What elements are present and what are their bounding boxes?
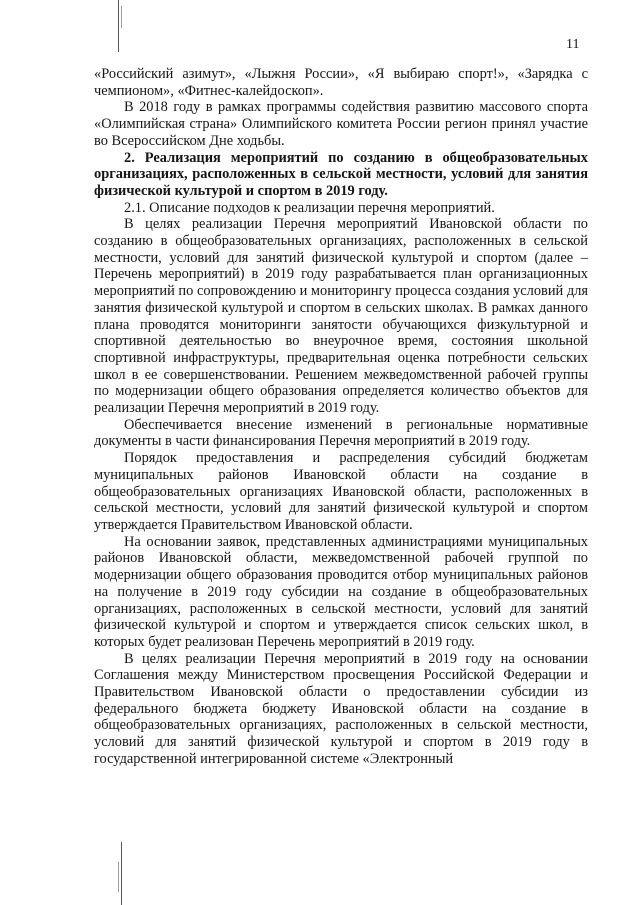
- paragraph-selection: На основании заявок, представленных администрациями муниципальных районов Ивановской области, межведомственной рабочей группой по модернизации общего образования проводится отбор муниципальных районов на получение в 2019 году субсидии на создание в общеобразовательных организациях, расположенных в сельской местности, условий для занятий физической культурой и спортом и утверждается список сельских школ, в которых будет реализован Перечень мероприятий в 2019 году.: [94, 533, 588, 650]
- scan-mark-bottom: [121, 842, 122, 905]
- paragraph-sport-events: «Российский азимут», «Лыжня России», «Я выбираю спорт!», «Зарядка с чемпионом», «Фитнес-калейдоскоп».: [94, 66, 588, 99]
- scan-mark-bottom-2: [118, 862, 119, 892]
- paragraph-regulations: Обеспечивается внесение изменений в региональные нормативные документы в части финансирования Перечня мероприятий в 2019 году.: [94, 416, 588, 450]
- scan-mark-top-2: [121, 6, 122, 28]
- scan-mark-top: [118, 0, 119, 52]
- paragraph-olympic-country: В 2018 году в рамках программы содействия развитию массового спорта «Олимпийская страна» Олимпийского комитета России регион принял участие во Всероссийском Дне ходьбы.: [94, 99, 588, 149]
- document-body: [94, 66, 588, 768]
- page-number: 11: [566, 37, 580, 52]
- paragraph-subsidies-order: Порядок предоставления и распределения субсидий бюджетам муниципальных районов Ивановской области на создание в общеобразовательных организациях Ивановской области, расположенных в сельской местности, условий для занятий физической культурой и спортом утверждается Правительством Ивановской области.: [94, 450, 588, 533]
- paragraph-plan: В целях реализации Перечня мероприятий Ивановской области по созданию в общеобразовательных организациях, расположенных в сельской местности, условий для занятий физической культурой и спортом (далее – Перечень мероприятий) в 2019 году разрабатывается план организационных мероприятий по сопровождению и мониторингу процесса создания условий для занятия физической культурой и спортом в сельских школах. В рамках данного плана проводятся мониторинги занятости обучающихся физкультурной и спортивной деятельностью во внеурочное время, состояния школьной спортивной инфраструктуры, предварительная оценка потребности сельских школ в ее совершенствовании. Решением межведомственной рабочей группы по модернизации общего образования определяется количество объектов для реализации Перечня мероприятий в 2019 году.: [94, 216, 588, 417]
- section-heading: 2. Реализация мероприятий по созданию в общеобразовательных организациях, расположенных в сельской местности, условий для занятия физической культурой и спортом в 2019 году.: [94, 149, 588, 199]
- subsection-heading: 2.1. Описание подходов к реализации перечня мероприятий.: [124, 199, 495, 216]
- paragraph-agreement: В целях реализации Перечня мероприятий в 2019 году на основании Соглашения между Министерством просвещения Российской Федерации и Правительством Ивановской области о предоставлении субсидии из федерального бюджета бюджету Ивановской области на создание в общеобразовательных организациях, расположенных в сельской местности, условий для занятий физической культурой и спортом в 2019 году в государственной интегрированной системе «Электронный: [94, 650, 588, 767]
